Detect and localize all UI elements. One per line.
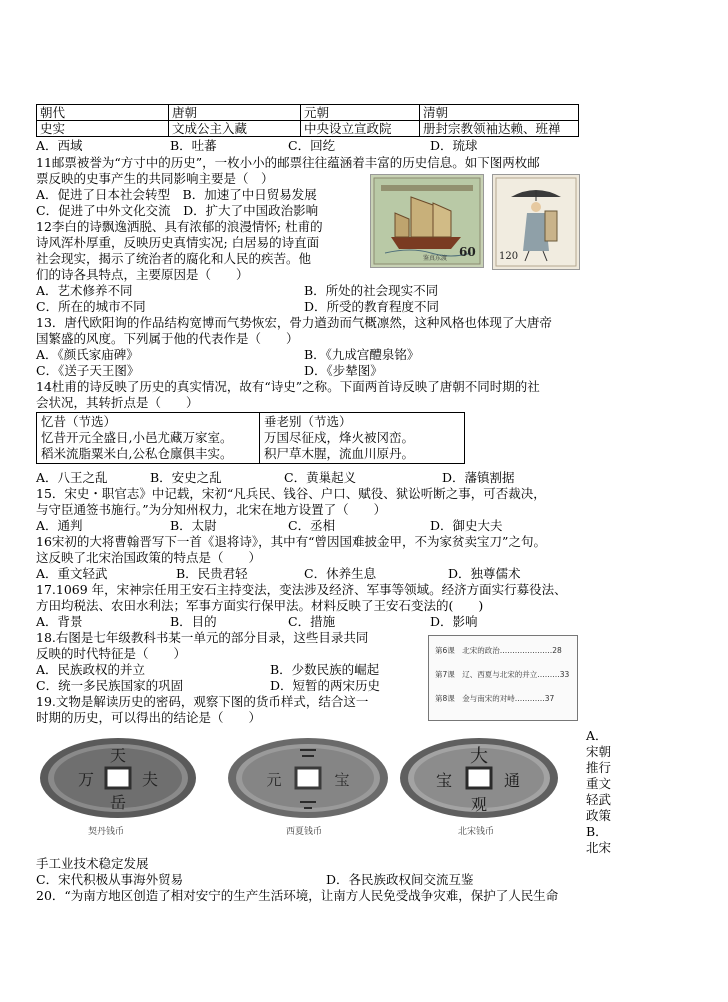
q10-option-d: D．琉球: [430, 138, 478, 153]
northern-song-coin-image: [398, 736, 560, 820]
q19-side-text: 轻武: [586, 792, 612, 807]
poem-line: 稻米流脂粟米白,公私仓廪俱丰实。: [41, 446, 233, 461]
q17-option-d: D．影响: [430, 614, 478, 629]
q12-stem: 12李白的诗飘逸洒脱、具有浓郁的浪漫情怀; 杜甫的: [36, 219, 323, 234]
q18-option-b: B．少数民族的崛起: [270, 662, 380, 677]
q15-option-a: A．通判: [36, 518, 83, 533]
q12-stem-4: 们的诗各具特点，主要原因是（ ）: [36, 267, 249, 282]
q13-stem-2: 国繁盛的风度。下列属于他的代表作是（ ）: [36, 331, 299, 346]
q15-option-c: C．丞相: [288, 518, 336, 533]
coin-character: 宝: [435, 771, 453, 790]
q15-option-d: D．御史大夫: [430, 518, 503, 533]
q19-stem: 19.文物是解读历史的密码，观察下图的货币样式，结合这一: [36, 694, 369, 709]
q17-stem-2: 方田均税法、农田水利法；军事方面实行保甲法。材料反映了王安石变法的( ): [36, 598, 484, 613]
q19-side-text: 重文: [586, 776, 612, 791]
q12-option-b: B．所处的社会现实不同: [304, 283, 439, 298]
stamp-value: 120: [499, 251, 519, 262]
q15-option-b: B．太尉: [170, 518, 217, 533]
poem-line: 积尸草木腥，流血川原丹。: [264, 446, 415, 461]
table-cell: 朝代: [37, 105, 169, 121]
khitan-coin-image: [38, 736, 198, 820]
table-cell: 册封宗教领袖达赖、班禅: [420, 121, 579, 137]
q13-option-d: D．《步辇图》: [304, 363, 383, 378]
q12-stem-2: 诗风浑朴厚重，反映历史真情实况; 白居易的诗直面: [36, 235, 320, 250]
q10-option-a: A．西域: [36, 138, 83, 153]
q19-side-text: B．: [586, 824, 608, 839]
dynasty-table: [36, 104, 579, 137]
stamp-monk: [492, 174, 580, 270]
table-cell: 史实: [37, 121, 169, 137]
q16-stem-2: 这反映了北宋治国政策的特点是（ ）: [36, 550, 262, 565]
q16-stem: 16宋初的大将曹翰晋写下一首《退将诗》，其中有“曾因国难披金甲，不为家贫卖宝刀”之句。: [36, 534, 546, 549]
q13-option-c: C．《送子天王图》: [36, 363, 140, 378]
q12-option-a: A．艺术修养不同: [36, 283, 133, 298]
q14-option-b: B．安史之乱: [150, 470, 222, 485]
q12-option-d: D．所受的教育程度不同: [304, 299, 440, 314]
q12-option-c: C．所在的城市不同: [36, 299, 146, 314]
q14-stem: 14杜甫的诗反映了历史的真实情况，故有“诗史”之称。下面两首诗反映了唐朝不同时期的社: [36, 379, 540, 394]
q13-stem: 13．唐代欧阳询的作品结构宽博而气势恢宏，骨力遒劲而气概凛然，这种风格也体现了大唐帝: [36, 315, 552, 330]
toc-row: 第7课 辽、西夏与北宋的并立………33: [435, 670, 570, 679]
q16-option-b: B．民贵君轻: [176, 566, 248, 581]
coin-character: 岳: [109, 793, 127, 812]
q19-side-text: 政策: [586, 808, 612, 823]
q19-option-b-cont: 手工业技术稳定发展: [36, 856, 149, 871]
q10-option-c: C．回纥: [288, 138, 336, 153]
q15-stem: 15．宋史・职官志》中记载，宋初“凡兵民、钱谷、户口、赋役、狱讼听断之事，可否裁决，: [36, 486, 546, 501]
q17-option-a: A．背景: [36, 614, 83, 629]
q17-stem: 17.1069 年，宋神宗任用王安石主持变法，变法涉及经济、军事等领域。经济方面实行募役法、: [36, 582, 567, 597]
stamp-caption: 鉴真东渡: [423, 255, 448, 262]
q18-stem-2: 反映的时代特征是（ ）: [36, 646, 187, 661]
q11-stem-2: 票反映的史事产生的共同影响主要是（ ）: [36, 171, 274, 186]
table-cell: 元朝: [301, 105, 420, 121]
coin-character: 通: [503, 771, 521, 790]
q14-option-d: D．藩镇割据: [442, 470, 515, 485]
q16-option-a: A．重文轻武: [36, 566, 108, 581]
poem-line: 忆昔开元全盛日,小邑尤藏万家室。: [41, 430, 233, 445]
q19-side-text: A．: [586, 728, 608, 743]
q14-option-c: C．黄巢起义: [284, 470, 357, 485]
q16-option-d: D．独尊儒术: [448, 566, 521, 581]
poem-line: 万国尽征戍，烽火被冈峦。: [264, 430, 415, 445]
table-cell: 中央设立宣政院: [301, 121, 420, 137]
poem-title: 垂老别（节选）: [264, 414, 352, 429]
poem-cell-yixi: [37, 413, 260, 464]
q13-option-b: B．《九成宫醴泉铭》: [304, 347, 420, 362]
coin-character: 元: [266, 771, 282, 789]
q10-option-b: B．吐蕃: [170, 138, 217, 153]
poem-title: 忆昔（节选）: [41, 414, 117, 429]
table-cell: 唐朝: [169, 105, 301, 121]
q19-side-text: 推行: [586, 760, 612, 775]
q19-stem-2: 时期的历史，可以得出的结论是（ ）: [36, 710, 262, 725]
q14-option-a: A．八王之乱: [36, 470, 108, 485]
coin-label: 契丹钱币: [88, 827, 125, 837]
coin-character: 夫: [141, 770, 159, 789]
q17-option-b: B．目的: [170, 614, 217, 629]
q18-option-a: A．民族政权的并立: [36, 662, 146, 677]
q18-option-c: C．统一多民族国家的巩固: [36, 678, 184, 693]
q16-option-c: C．休养生息: [304, 566, 377, 581]
q11-options-ab: A．促进了日本社会转型 B．加速了中日贸易发展: [36, 187, 317, 202]
coin-character: 天: [109, 746, 127, 765]
q19-side-text: 北宋: [586, 840, 612, 855]
q19-side-text: 宋朝: [586, 744, 612, 759]
poem-cell-chuilaobie: [260, 413, 465, 464]
q18-stem: 18.右图是七年级教科书某一单元的部分目录，这些目录共同: [36, 630, 369, 645]
table-cell: 文成公主入藏: [169, 121, 301, 137]
q20-stem: 20．“为南方地区创造了相对安宁的生产生活环境，让南方人民免受战争灾难，保护了人民生命: [36, 888, 559, 903]
q12-stem-3: 社会现实，揭示了统治者的腐化和人民的疾苦。他: [36, 251, 312, 266]
q17-option-c: C．措施: [288, 614, 336, 629]
q19-option-d: D．各民族政权间交流互鉴: [326, 872, 474, 887]
q19-option-c: C．宋代积极从事海外贸易: [36, 872, 184, 887]
q14-stem-2: 会状况，其转折点是（ ）: [36, 395, 199, 410]
coin-character: 大: [470, 746, 488, 767]
q11-stem: 11邮票被誉为“方寸中的历史”，一枚小小的邮票往往蕴涵着丰富的历史信息。如下图两枚邮: [36, 155, 540, 170]
coin-character: 宝: [334, 771, 350, 789]
table-cell: 清朝: [420, 105, 579, 121]
q13-option-a: A．《颜氏家庙碑》: [36, 347, 139, 362]
q15-stem-2: 与守臣通签书施行。”为分知州权力，北宋在地方设置了（ ）: [36, 502, 387, 517]
toc-row: 第6课 北宋的政治…………………28: [435, 646, 562, 655]
poem-table: [36, 412, 465, 464]
q18-option-d: D．短暂的两宋历史: [270, 678, 381, 693]
coin-character: 万: [77, 770, 95, 789]
q11-options-cd: C．促进了中外文化交流 D．扩大了中国政治影响: [36, 203, 319, 218]
xixia-coin-image: [226, 736, 390, 820]
stamp-value: 60: [459, 245, 476, 259]
coin-label: 北宋钱币: [458, 827, 495, 837]
toc-row: 第8课 金与南宋的对峙…………37: [435, 694, 555, 703]
stamp-jianzhen: [370, 174, 484, 268]
coin-character: 观: [470, 795, 488, 814]
textbook-contents-image: [428, 635, 578, 721]
coin-label: 西夏钱币: [286, 827, 323, 837]
